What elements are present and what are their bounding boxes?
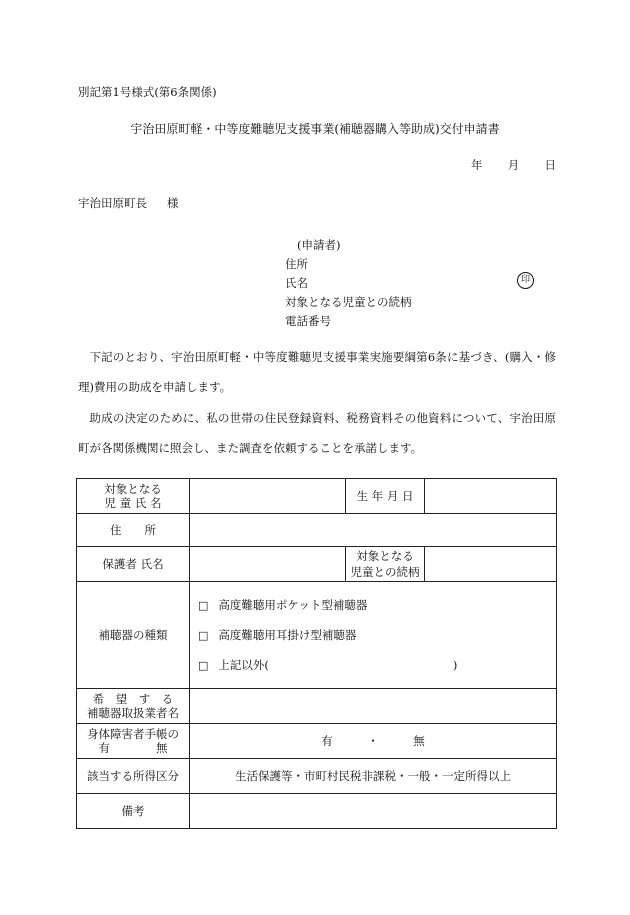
- table-row-child: [77, 479, 557, 514]
- table-row-vendor: [77, 689, 557, 724]
- application-table: [76, 478, 557, 829]
- device-option-other[interactable]: [198, 650, 552, 680]
- device-option-ear-hook-label: 高度難聴用耳掛け型補聴器: [218, 628, 357, 642]
- vendor-label: [77, 689, 190, 724]
- device-options: [190, 582, 557, 689]
- relation-label-line2: 児童との続柄: [350, 565, 420, 579]
- applicant-block: [285, 236, 412, 331]
- table-row-address: [77, 514, 557, 547]
- relation-label-line1: 対象となる: [356, 549, 414, 563]
- device-type-label: 補聴器の種類: [77, 582, 190, 689]
- applicant-relation-label: 対象となる児童との続柄: [285, 295, 412, 309]
- consent-paragraph: [78, 403, 556, 463]
- consent-text: 助成の決定のために、私の世帯の住民登録資料、税務資料その他資料について、宇治田原町が各関係機関に照会し、また調査を依頼することを承諾します。: [78, 411, 556, 455]
- request-text: 下記のとおり、宇治田原町軽・中等度難聴児支援事業実施要綱第6条に基づき、(購入・修理)費用の助成を申請します。: [78, 350, 556, 394]
- applicant-name-label: 氏名: [285, 276, 308, 290]
- child-name-field[interactable]: [190, 479, 346, 514]
- birthdate-label: 生 年 月 日: [346, 479, 425, 514]
- child-name-label-line1: 対象となる: [104, 482, 162, 496]
- table-row-guardian: [77, 547, 557, 582]
- table-row-remarks: [77, 794, 557, 829]
- child-name-label: [77, 479, 190, 514]
- vendor-label-line1: 希 望 す る: [92, 692, 174, 706]
- device-option-ear-hook[interactable]: [198, 620, 552, 650]
- address-label: 住 所: [77, 514, 190, 547]
- addressee: [78, 197, 179, 211]
- device-option-pocket-label: 高度難聴用ポケット型補聴器: [218, 598, 368, 612]
- table-row-device: [77, 582, 557, 689]
- remarks-label: 備考: [77, 794, 190, 829]
- date-day: 日: [544, 158, 556, 172]
- disability-cert-label: [77, 724, 190, 759]
- vendor-label-line2: 補聴器取扱業者名: [87, 706, 179, 720]
- remarks-field[interactable]: [190, 794, 557, 829]
- device-option-other-close: ): [452, 658, 458, 672]
- relation-label: [346, 547, 425, 582]
- seal-mark: 印: [517, 272, 534, 289]
- table-row-income: [77, 759, 557, 794]
- applicant-header: (申請者): [297, 238, 341, 252]
- checkbox-icon[interactable]: □: [198, 659, 209, 672]
- disability-cert-label-line2: 有 無: [98, 741, 168, 755]
- income-class-label: 該当する所得区分: [77, 759, 190, 794]
- vendor-field[interactable]: [190, 689, 557, 724]
- device-option-other-label: 上記以外(: [218, 658, 269, 672]
- date-year: 年: [471, 158, 483, 172]
- birthdate-field[interactable]: [425, 479, 557, 514]
- checkbox-icon[interactable]: □: [198, 629, 209, 642]
- disability-cert-label-line1: 身体障害者手帳の: [87, 727, 179, 741]
- applicant-address-label: 住所: [285, 257, 308, 271]
- table-row-disability: [77, 724, 557, 759]
- document-title: 宇治田原町軽・中等度難聴児支援事業(補聴器購入等助成)交付申請書: [130, 122, 500, 136]
- date-line: [471, 159, 556, 173]
- address-field[interactable]: [190, 514, 557, 547]
- addressee-name: 宇治田原町長: [78, 196, 147, 210]
- child-name-label-line2: 児 童 氏 名: [104, 496, 162, 510]
- device-option-pocket[interactable]: [198, 590, 552, 620]
- guardian-name-label: 保護者 氏名: [77, 547, 190, 582]
- guardian-name-field[interactable]: [190, 547, 346, 582]
- form-number-label: 別記第1号様式(第6条関係): [78, 85, 217, 99]
- applicant-phone-label: 電話番号: [285, 314, 331, 328]
- relation-field[interactable]: [425, 547, 557, 582]
- date-month: 月: [507, 158, 520, 172]
- disability-cert-value[interactable]: 有 ・ 無: [190, 724, 557, 759]
- request-paragraph: [78, 342, 556, 402]
- checkbox-icon[interactable]: □: [198, 599, 209, 612]
- addressee-honorific: 様: [167, 196, 179, 210]
- income-class-value[interactable]: 生活保護等・市町村民税非課税・一般・一定所得以上: [190, 759, 557, 794]
